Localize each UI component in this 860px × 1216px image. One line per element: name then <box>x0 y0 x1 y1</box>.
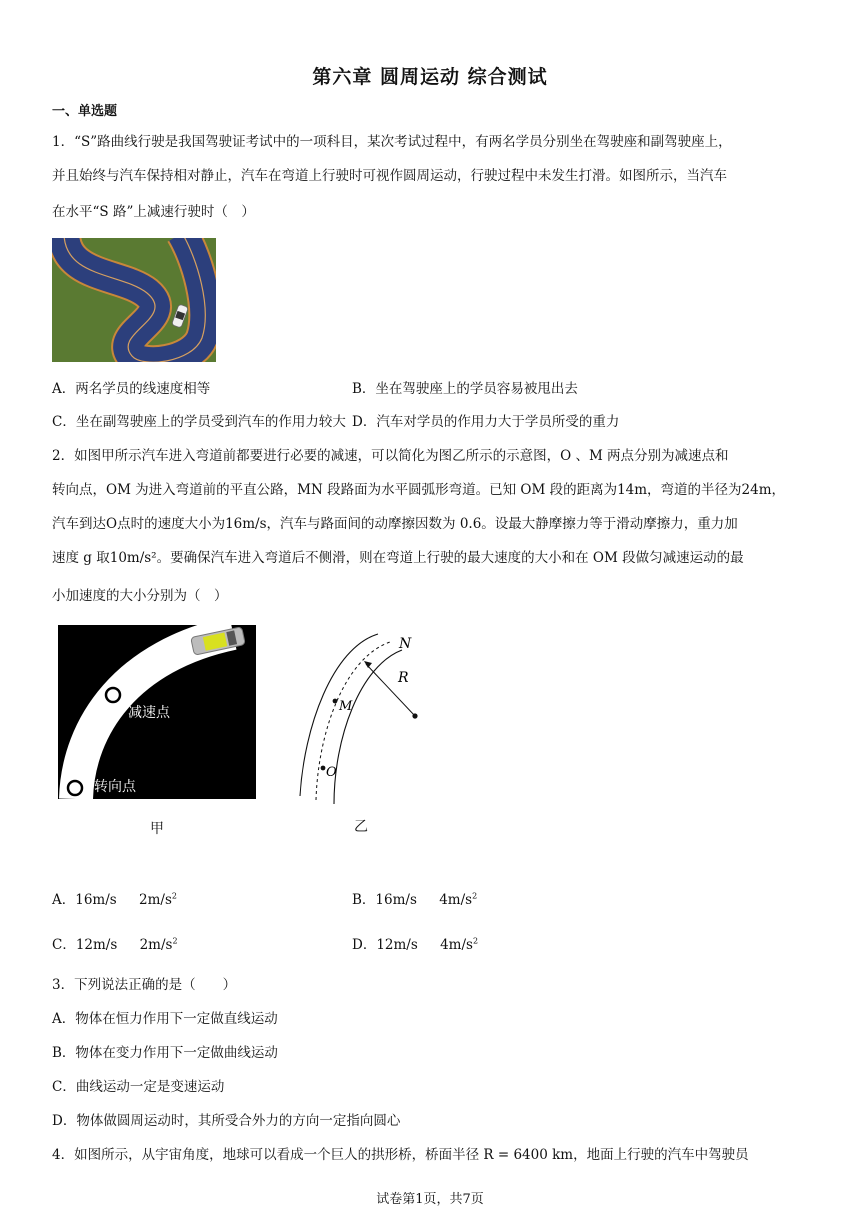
q3-line-1: 3．下列说法正确的是（ ） <box>52 977 237 993</box>
label-o: O <box>326 765 337 780</box>
figure-jia-caption: 甲 <box>150 821 164 837</box>
q1-line-2: 并且始终与汽车保持相对静止，汽车在弯道上行驶时可视作圆周运动，行驶过程中未发生打滑。如图所示，当汽车 <box>52 168 727 184</box>
q2-option-b <box>352 888 477 908</box>
q1-option-c: C．坐在副驾驶座上的学员受到汽车的作用力较大 <box>52 414 346 430</box>
q2-line-2: 转向点，OM 为进入弯道前的平直公路，MN 段路面为水平圆弧形弯道。已知 OM 段的距离为14m，弯道的半径为24m， <box>52 482 786 498</box>
label-r: R <box>398 670 409 686</box>
q2-option-b-accel: 4m/s <box>439 892 473 908</box>
label-n: N <box>399 636 412 652</box>
q2-line-3: 汽车到达O点时的速度大小为16m/s，汽车与路面间的动摩擦因数为 0.6。设最大静摩擦力等于滑动摩擦力，重力加 <box>52 516 738 532</box>
brake-point-label: 减速点 <box>128 705 170 721</box>
curve-road-photo <box>58 625 256 799</box>
q2-line-4: 速度 g 取10m/s²。要确保汽车进入弯道后不侧滑，则在弯道上行驶的最大速度的大小和在 OM 段做匀减速运动的最 <box>52 550 744 566</box>
q2-option-b-speed: B．16m/s <box>352 892 417 908</box>
label-m: M <box>339 699 353 714</box>
q3-option-c: C．曲线运动一定是变速运动 <box>52 1079 225 1095</box>
q2-option-d <box>352 933 478 953</box>
q1-line-3: 在水平“S 路”上减速行驶时（ ） <box>52 204 255 220</box>
page-title: 第六章 圆周运动 综合测试 <box>312 66 548 88</box>
q3-option-d: D．物体做圆周运动时，其所受合外力的方向一定指向圆心 <box>52 1113 401 1129</box>
exponent: 2 <box>472 936 479 946</box>
q4-line-1: 4．如图所示，从宇宙角度，地球可以看成一个巨人的拱形桥，桥面半径 R = 6400 km，地面上行驶的汽车中驾驶员 <box>52 1147 749 1163</box>
q2-option-a-accel: 2m/s <box>139 892 172 908</box>
turn-point-label: 转向点 <box>94 779 136 795</box>
q2-option-c-accel: 2m/s <box>139 937 173 953</box>
s-road-figure <box>52 238 216 362</box>
q2-option-c-speed: C．12m/s <box>52 937 118 953</box>
q2-option-c <box>52 933 178 953</box>
section-heading: 一、单选题 <box>52 104 118 119</box>
page-footer: 试卷第1页，共7页 <box>376 1192 484 1207</box>
curve-schematic <box>292 628 432 808</box>
q3-option-a: A．物体在恒力作用下一定做直线运动 <box>52 1011 278 1027</box>
q1-option-a: A．两名学员的线速度相等 <box>52 381 211 397</box>
q1-option-d: D．汽车对学员的作用力大于学员所受的重力 <box>352 414 620 430</box>
q2-option-a-speed: A．16m/s <box>52 892 117 908</box>
q2-option-a <box>52 888 177 908</box>
q2-line-5: 小加速度的大小分别为（ ） <box>52 588 228 604</box>
exponent: 2 <box>171 891 177 901</box>
q2-option-d-speed: D．12m/s <box>352 937 418 953</box>
q3-option-b: B．物体在变力作用下一定做曲线运动 <box>52 1045 278 1061</box>
exponent: 2 <box>172 936 178 946</box>
exponent: 2 <box>472 891 478 901</box>
q2-line-1: 2．如图甲所示汽车进入弯道前都要进行必要的减速，可以简化为图乙所示的示意图，O 、M 两点分别为减速点和 <box>52 448 729 464</box>
q2-option-d-accel: 4m/s <box>440 937 473 953</box>
q1-line-1: 1．“S”路曲线行驶是我国驾驶证考试中的一项科目，某次考试过程中，有两名学员分别坐在驾驶座和副驾驶座上， <box>52 134 732 150</box>
figure-yi-caption: 乙 <box>354 819 368 835</box>
q1-option-b: B．坐在驾驶座上的学员容易被甩出去 <box>352 381 578 397</box>
